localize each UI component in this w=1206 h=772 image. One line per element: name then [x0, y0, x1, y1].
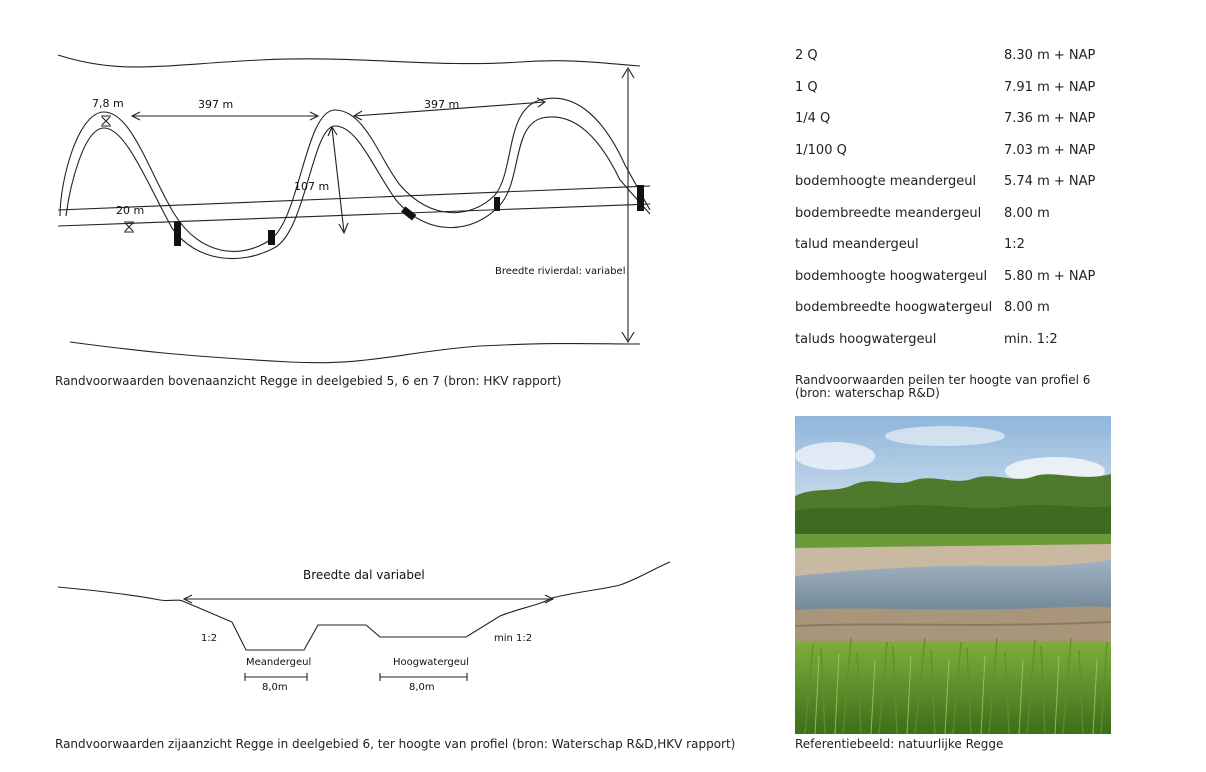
cross-section-caption: Randvoorwaarden zijaanzicht Regge in deelgebied 6, ter hoogte van profiel (bron: Waterschap R&D,HKV rapport) — [55, 737, 736, 751]
structure-bar-1 — [174, 222, 181, 246]
table-row: taluds hoogwatergeul min. 1:2 — [795, 331, 1058, 347]
slope-left-label: 1:2 — [201, 633, 218, 644]
meander-width-label: 8,0m — [262, 682, 288, 693]
dim-20-label: 20 m — [116, 204, 145, 217]
table-row: talud meandergeul 1:2 — [795, 237, 1025, 252]
meander-line-inner — [66, 117, 650, 259]
table-row: 1/4 Q 7.36 m + NAP — [795, 111, 1096, 126]
dim-107-label: 107 m — [294, 180, 330, 193]
dim-width-left-label: 7,8 m — [92, 97, 124, 110]
channel-line-bottom — [58, 204, 650, 226]
levels-caption: Randvoorwaarden peilen ter hoogte van profiel 6 (bron: waterschap R&D) — [795, 373, 1091, 400]
dim-107-line — [332, 128, 344, 232]
valley-edge-bottom — [70, 342, 640, 363]
table-row: 2 Q 8.30 m + NAP — [795, 48, 1096, 63]
meander-line-outer — [60, 98, 650, 251]
valley-width-label: Breedte rivierdal: variabel — [495, 266, 626, 277]
table-row: 1/100 Q 7.03 m + NAP — [795, 142, 1096, 158]
structure-bar-4 — [494, 197, 500, 211]
table-row: bodemhoogte hoogwatergeul 5.80 m + NAP — [795, 268, 1096, 284]
structure-bar-5 — [637, 185, 644, 211]
levels-table — [795, 44, 1135, 359]
channel-line-top — [58, 186, 650, 210]
meander-width-dim — [245, 673, 307, 681]
dim-397-left-label: 397 m — [198, 98, 234, 111]
top-view-diagram — [0, 0, 700, 400]
highwater-width-dim — [380, 673, 467, 681]
cross-section-title: Breedte dal variabel — [303, 568, 425, 582]
dim-397-right-label: 397 m — [424, 98, 460, 111]
highwater-width-label: 8,0m — [409, 682, 435, 693]
slope-right-label: min 1:2 — [494, 633, 533, 644]
cross-section-diagram — [0, 550, 700, 710]
photo-caption: Referentiebeeld: natuurlijke Regge — [795, 737, 1004, 751]
valley-edge-top — [58, 55, 640, 67]
highwater-label: Hoogwatergeul — [393, 657, 470, 668]
table-row: bodembreedte meandergeul 8.00 m — [795, 205, 1050, 221]
top-view-caption: Randvoorwaarden bovenaanzicht Regge in deelgebied 5, 6 en 7 (bron: HKV rapport) — [55, 374, 562, 388]
table-row: bodembreedte hoogwatergeul 8.00 m — [795, 300, 1050, 315]
reference-photo — [795, 416, 1111, 734]
table-row: bodemhoogte meandergeul 5.74 m + NAP — [795, 174, 1096, 189]
table-row: 1 Q 7.91 m + NAP — [795, 79, 1096, 95]
structure-bar-2 — [268, 230, 275, 245]
meander-label: Meandergeul — [246, 657, 312, 668]
